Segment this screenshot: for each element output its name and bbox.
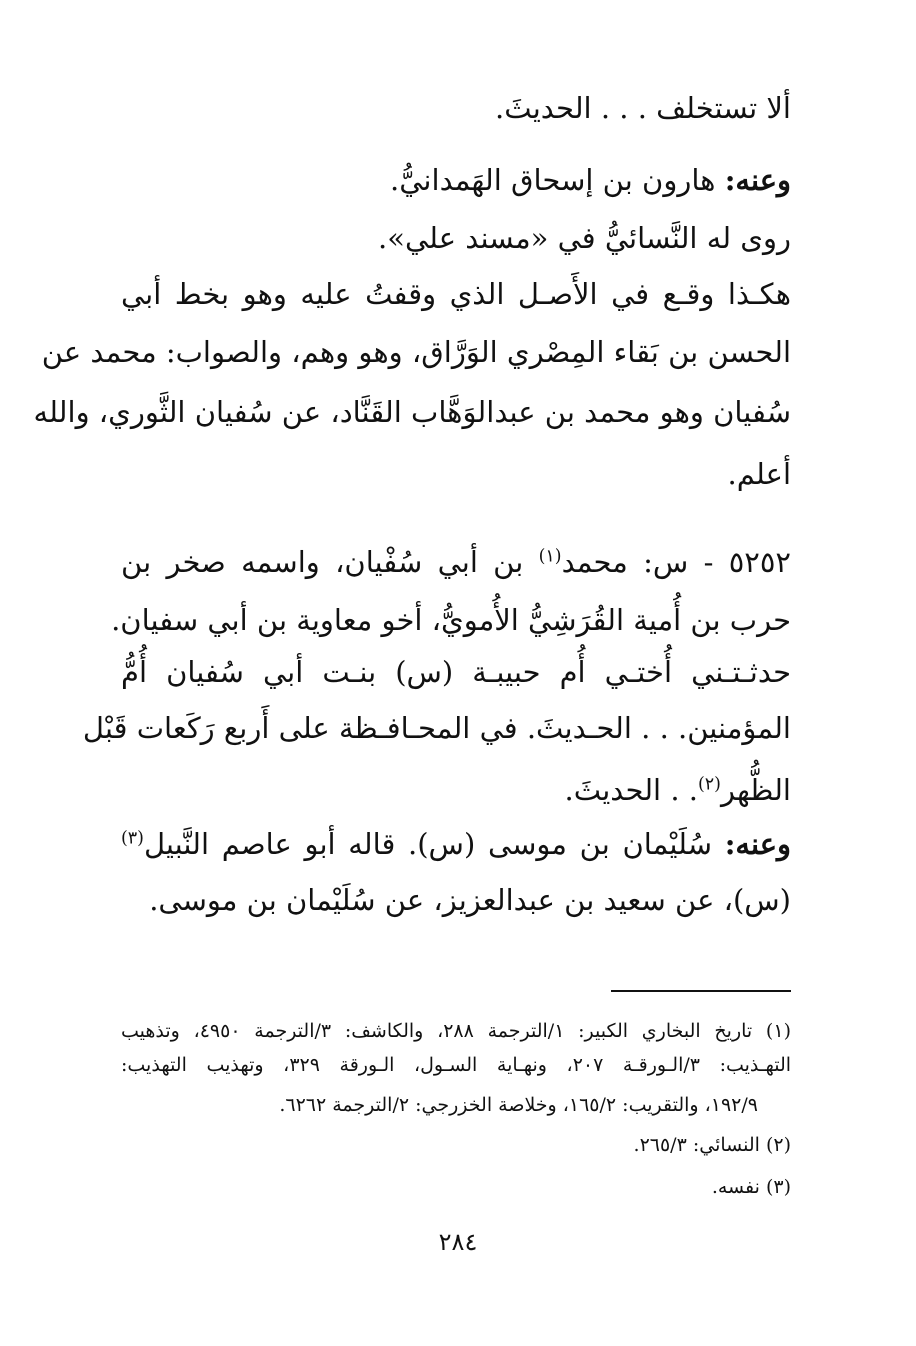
text-line: حرب بن أُمية القُرَشِيُّ الأُمويُّ، أخو معاوية بن أبي سفيان. (111, 603, 791, 637)
footnote-ref: (١) (538, 546, 562, 567)
page-number: ٢٨٤ (438, 1228, 478, 1256)
footnote-line: التهـذيب: ٣/الـورقـة ٢٠٧، ونهـاية السـول، الـورقة ٣٢٩، وتهذيب التهذيب: (121, 1054, 792, 1076)
line-text: ٥٢٥٢ - س: محمد (561, 545, 791, 579)
line-text: هارون بن إسحاق الهَمدانيُّ. (390, 163, 725, 197)
footnote-line: ١٩٢/٩، والتقريب: ١٦٥/٢، وخلاصة الخزرجي: ٢/الترجمة ٦٢٦٢. (279, 1094, 758, 1116)
footnote-line: (١) تاريخ البخاري الكبير: ١/الترجمة ٢٨٨، والكاشف: ٣/الترجمة ٤٩٥٠، وتذهيب (121, 1020, 791, 1042)
text-line: ألا تستخلف . . . الحديثَ. (495, 91, 791, 125)
text-line: روى له النَّسائيُّ في «مسند علي». (378, 221, 791, 255)
footnote-ref: (٢) (698, 774, 721, 795)
text-line (121, 768, 791, 812)
footnote-line: (٣) نفسه. (711, 1176, 791, 1198)
text-line: أعلم. (727, 457, 791, 491)
line-text: سُلَيْمان بن موسى (س). قاله أبو عاصم النَّبيل (143, 827, 725, 861)
entry-lead: وعنه: (724, 827, 791, 861)
footnote-line: (٢) النسائي: ٢٦٥/٣. (633, 1134, 791, 1156)
line-text: الظُّهر (720, 773, 791, 807)
entry-lead: وعنه: (724, 163, 791, 197)
text-line (121, 158, 791, 202)
footnote-ref: (٣) (121, 828, 144, 849)
text-line: (س)، عن سعيد بن عبدالعزيز، عن سُلَيْمان بن موسى. (149, 883, 791, 917)
line-text: . . الحديثَ. (564, 773, 698, 807)
text-line: المؤمنين. . . الحـديثَ. في المحـافـظة على أَربع رَكَعات قَبْل (82, 711, 791, 745)
text-line: الحسن بن بَقاء المِصْري الوَرَّاق، وهو وهم، والصواب: محمد عن (41, 335, 791, 369)
text-line: حدثـتـني أُختـي أُم حبيبـة (س) بنـت أبي سُفيان أُمُّ (121, 655, 791, 689)
entry-heading (121, 540, 791, 584)
text-line (121, 822, 791, 866)
footnote-separator (611, 990, 791, 992)
line-text: بن أبي سُفْيان، واسمه صخر بن (121, 545, 539, 579)
text-line: هكـذا وقـع في الأَصـل الذي وقفتُ عليه وهو بخط أبي (121, 277, 791, 311)
text-line: سُفيان وهو محمد بن عبدالوَهَّاب القَنَّاد، عن سُفيان الثَّوري، والله (33, 395, 791, 429)
